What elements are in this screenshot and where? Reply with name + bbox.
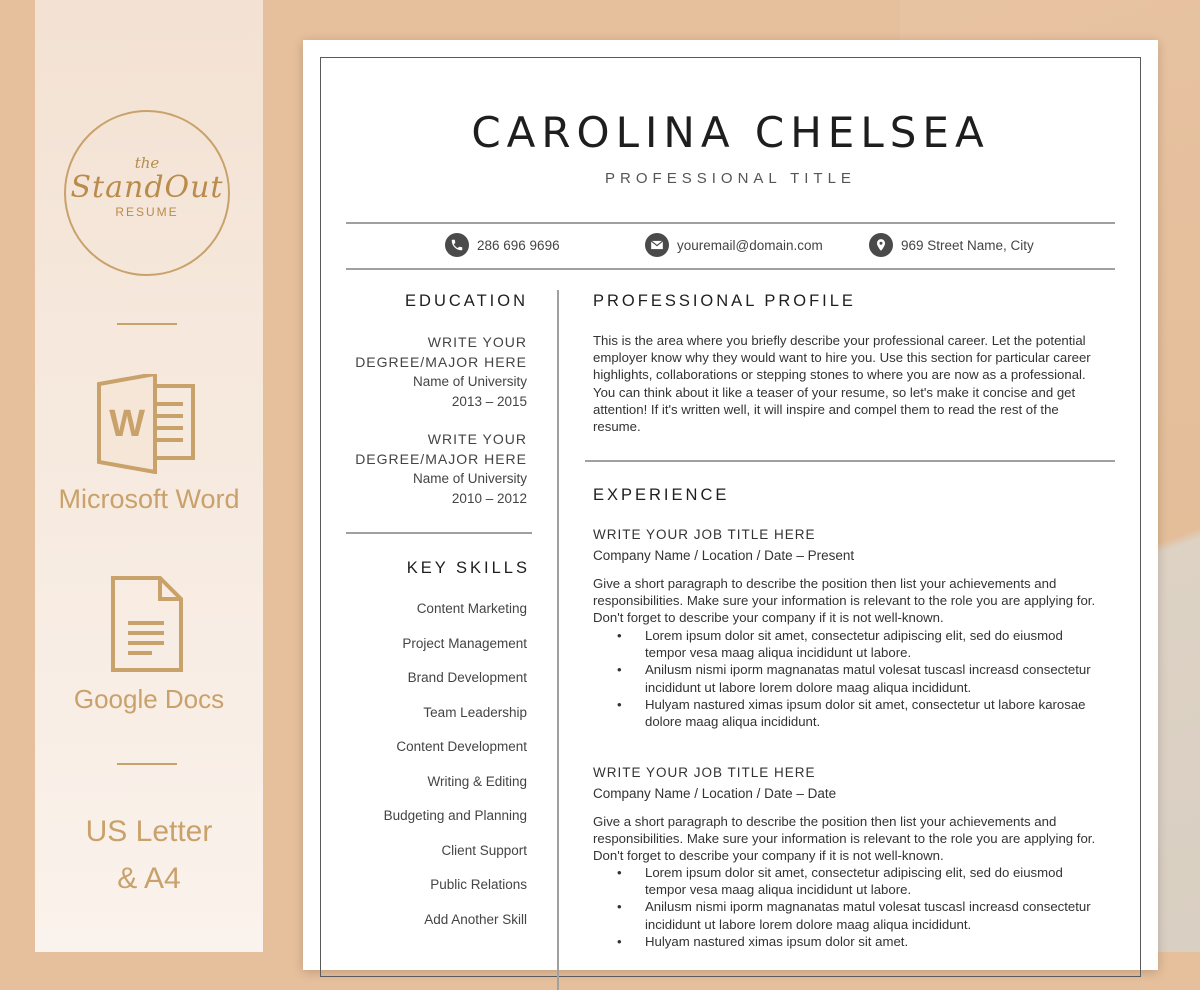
university-name: Name of University <box>412 374 527 389</box>
job-title: WRITE YOUR JOB TITLE HERE <box>593 527 816 542</box>
university-name: Name of University <box>412 471 527 486</box>
google-docs-label: Google Docs <box>73 684 225 714</box>
divider <box>117 323 177 325</box>
candidate-name: CAROLINA CHELSEA <box>471 108 990 157</box>
email-address: youremail@domain.com <box>677 237 823 253</box>
skill-item: Team Leadership <box>423 705 527 720</box>
job-bullet-list <box>593 627 1103 730</box>
size-label-line2: & A4 <box>117 862 181 895</box>
resume-page <box>303 40 1158 970</box>
microsoft-word-label: Microsoft Word <box>58 484 240 514</box>
logo-standout-text: StandOut <box>70 170 224 205</box>
svg-text:W: W <box>109 403 145 445</box>
profile-text: This is the area where you briefly describe your professional career. Let the potential employer know why they would want to hire you. Use this section for particular career highlights, collaborations or stepping stones to where you are now as a professional. You can think about it like a teaser of your resume, so let's make it concise and get attention! If it's written well, it will inspire and compel them to read the rest of the resume. <box>593 333 1091 435</box>
email-icon <box>645 233 669 257</box>
skill-item: Budgeting and Planning <box>383 808 527 823</box>
divider <box>346 532 532 534</box>
skill-item: Public Relations <box>430 877 527 892</box>
divider <box>346 222 1115 224</box>
education-years: 2013 – 2015 <box>451 394 527 409</box>
skill-item: Brand Development <box>407 670 527 685</box>
skill-item: Writing & Editing <box>427 774 527 789</box>
divider <box>117 763 177 765</box>
skill-item: Project Management <box>402 636 527 651</box>
job-title: WRITE YOUR JOB TITLE HERE <box>593 765 816 780</box>
divider <box>346 268 1115 270</box>
contact-email <box>645 233 823 257</box>
skill-item: Content Marketing <box>416 601 527 616</box>
skill-item: Add Another Skill <box>424 912 527 927</box>
degree-line: WRITE YOUR <box>427 334 527 350</box>
education-entry <box>297 429 527 509</box>
street-address: 969 Street Name, City <box>901 237 1034 253</box>
google-docs-icon <box>110 575 184 678</box>
job-bullet-list <box>593 864 1103 950</box>
size-label-line1: US Letter <box>85 815 213 848</box>
job-bullet: • Lorem ipsum dolor sit amet, consectetur adipiscing elit, sed do eiusmod tempor vesa maag aliqua incididunt ut labore. <box>645 627 1103 661</box>
education-years: 2010 – 2012 <box>451 491 527 506</box>
contact-phone <box>445 233 560 257</box>
degree-line: WRITE YOUR <box>427 431 527 447</box>
skill-item: Client Support <box>441 843 527 858</box>
column-divider <box>557 290 559 990</box>
divider <box>585 460 1115 462</box>
job-bullet: • Anilusm nismi iporm magnanatas matul volesat tuscasl increasd consectetur incididunt ut labore lorem dolore maag aliqua incididunt. <box>645 661 1103 695</box>
location-pin-icon <box>869 233 893 257</box>
job-summary: Give a short paragraph to describe the position then list your achievements and responsibilities. Make sure your information is relevant to the role you are applying for. Don't forget to describe your company if it is not well-known. <box>593 814 1096 864</box>
education-heading: EDUCATION <box>405 292 528 310</box>
job-bullet: • Hulyam nastured ximas ipsum dolor sit amet. <box>645 933 1103 950</box>
education-entry <box>297 332 527 412</box>
experience-heading: EXPERIENCE <box>593 486 730 504</box>
degree-line: DEGREE/MAJOR HERE <box>355 451 527 467</box>
logo-the-text: the <box>134 154 160 172</box>
job-meta: Company Name / Location / Date – Present <box>593 548 855 563</box>
logo-resume-text: RESUME <box>115 205 179 219</box>
job-bullet: • Lorem ipsum dolor sit amet, consectetur adipiscing elit, sed do eiusmod tempor vesa maag aliqua incididunt ut labore. <box>645 864 1103 898</box>
job-bullet: • Hulyam nastured ximas ipsum dolor sit amet, consectetur ut labore karosae dolore maag aliqua incididunt. <box>645 696 1103 730</box>
profile-heading: PROFESSIONAL PROFILE <box>593 292 856 310</box>
microsoft-word-icon <box>97 374 197 479</box>
standout-resume-logo <box>64 110 230 276</box>
job-meta: Company Name / Location / Date – Date <box>593 786 837 801</box>
skill-item: Content Development <box>396 739 527 754</box>
job-bullet: • Anilusm nismi iporm magnanatas matul volesat tuscasl increasd consectetur incididunt ut labore lorem dolore maag aliqua incididunt. <box>645 898 1103 932</box>
contact-address <box>869 233 1034 257</box>
degree-line: DEGREE/MAJOR HERE <box>355 354 527 370</box>
professional-title: PROFESSIONAL TITLE <box>605 170 856 187</box>
phone-icon <box>445 233 469 257</box>
key-skills-heading: KEY SKILLS <box>406 559 530 577</box>
job-summary: Give a short paragraph to describe the position then list your achievements and responsibilities. Make sure your information is relevant to the role you are applying for. Don't forget to describe your company if it is not well-known. <box>593 576 1096 626</box>
phone-number: 286 696 9696 <box>477 237 560 253</box>
